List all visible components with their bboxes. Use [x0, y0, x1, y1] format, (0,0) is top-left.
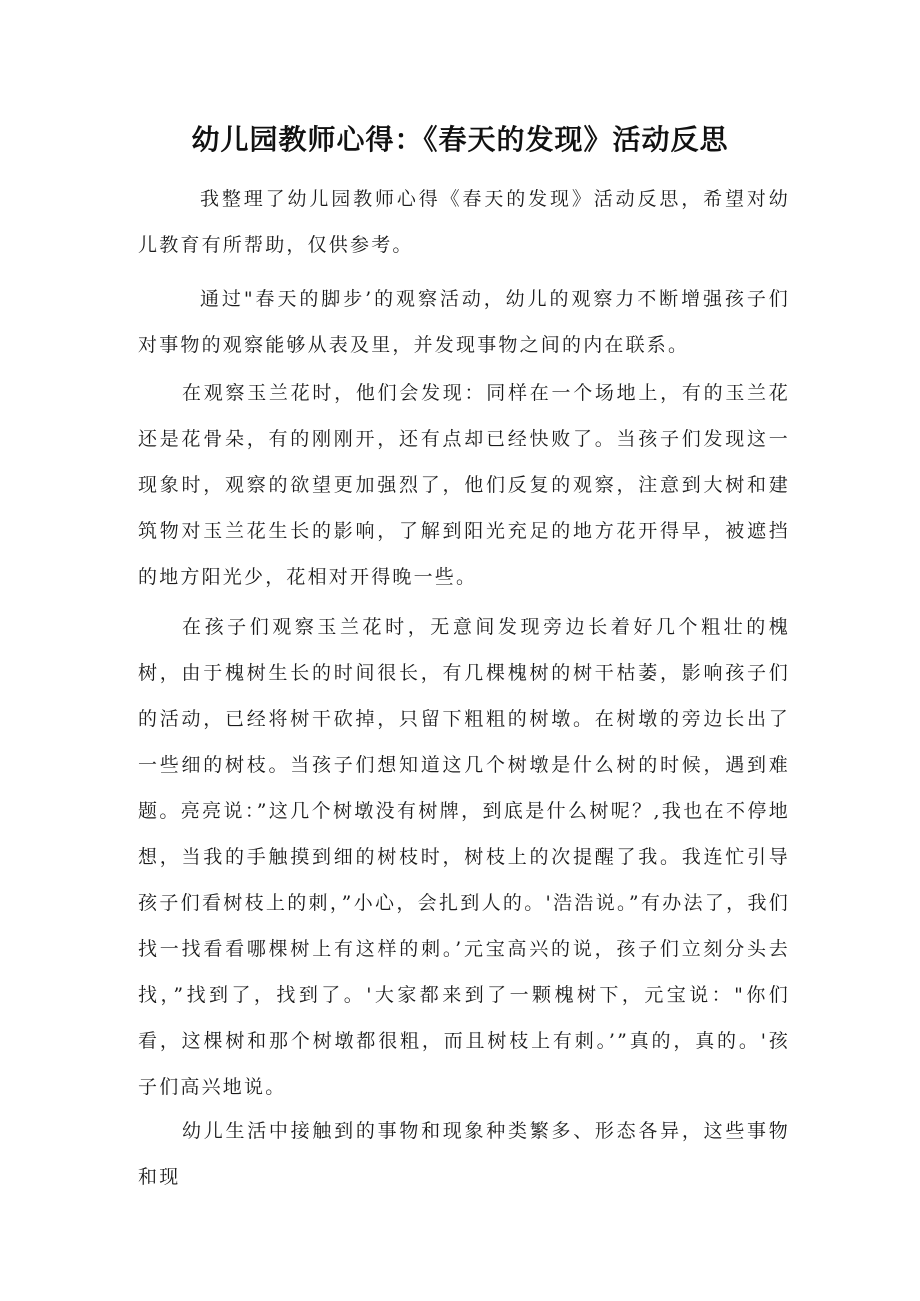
- paragraph-observation: 通过"春天的脚步’的观察活动，幼儿的观察力不断增强孩子们对事物的观察能够从表及里，并发现事物之间的内在联系。: [138, 288, 790, 356]
- paragraph-locust-tree: 在孩子们观察玉兰花时，无意间发现旁边长着好几个粗壮的槐树，由于槐树生长的时间很长，有几棵槐树的树干枯萎，影响孩子们的活动，已经将树干砍掉，只留下粗粗的树墩。在树墩的旁边长出了一些细的树枝。当孩子们想知道这几个树墩是什么树的时候，遇到难题。亮亮说：”这几个树墩没有树牌，到底是什么树呢？,我也在不停地想，当我的手触摸到细的树枝时，树枝上的次提醒了我。我连忙引导孩子们看树枝上的刺，”小心，会扎到人的。'浩浩说。”有办法了，我们找一找看看哪棵树上有这样的刺。’元宝高兴的说，孩子们立刻分头去找，”找到了，找到了。'大家都来到了一颗槐树下，元宝说："你们看，这棵树和那个树墩都很粗，而且树枝上有刺。’”真的，真的。'孩子们高兴地说。: [138, 616, 790, 1098]
- paragraph-intro: 我整理了幼儿园教师心得《春天的发现》活动反思，希望对幼儿教育有所帮助，仅供参考。: [138, 188, 790, 256]
- document-title: 幼儿园教师心得：《春天的发现》活动反思: [191, 123, 729, 156]
- paragraph-conclusion: 幼儿生活中接触到的事物和现象种类繁多、形态各异，这些事物和现: [138, 1120, 790, 1188]
- paragraph-magnolia: 在观察玉兰花时，他们会发现：同样在一个场地上，有的玉兰花还是花骨朵，有的刚刚开，还有点却已经快败了。当孩子们发现这一现象时，观察的欲望更加强烈了，他们反复的观察，注意到大树和建筑物对玉兰花生长的影响，了解到阳光充足的地方花开得早，被遮挡的地方阳光少，花相对开得晚一些。: [138, 382, 790, 588]
